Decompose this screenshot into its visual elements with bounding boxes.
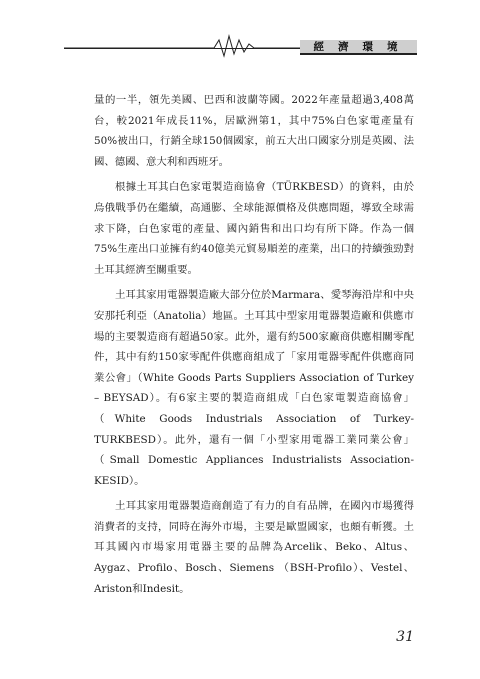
page-number: 31 — [396, 629, 414, 645]
paragraph: 土耳其家用電器製造商創造了有力的自有品牌，在國內市場獲得消費者的支持，同時在海外市場，主要是歐盟國家，也頗有斬獲。土耳其國內市場家用電器主要的品牌為Arcelik、Beko、Altus、Aygaz、Profilo、Bosch、Siemens （BSH-Profilo）、Vestel、Ariston和Indesit。 — [94, 500, 414, 595]
section-title: 經濟環境 — [300, 40, 417, 55]
paragraph: 根據土耳其白色家電製造商協會（TÜRKBESD）的資料，由於烏俄戰爭仍在繼續，高通膨、全球能源價格及供應問題，導致全球需求下降，白色家電的產量、國內銷售和出口均有所下降。作為一個75%生產出口並擁有約40億美元貿易順差的產業，出口的持續強勁對土耳其經濟至關重要。 — [94, 181, 414, 276]
paragraph: 土耳其家用電器製造廠大部分位於Marmara、愛琴海沿岸和中央安那托利亞（Anatolia）地區。土耳其中型家用電器製造廠和供應市場的主要製造商有超過50家。此外，還有約500家廠商供應相關零配件，其中有約150家零配件供應商組成了「家用電器零配件供應商同業公會」（White Goods Parts Suppliers Association of Turkey – BEYSAD）。有6家主要的製造商組成「白色家電製造商協會」（White Goods Industrials Association of Turkey- TURKBESD）。此外，還有一個「小型家用電器工業同業公會」（Small Domestic Appliances Industrialists Association-KESID）。 — [94, 289, 414, 487]
page-header — [0, 0, 480, 60]
paragraph: 量的一半，領先美國、巴西和波蘭等國。2022年產量超過3,408萬台，較2021年成長11%，居歐洲第1，其中75%白色家電產量有50%被出口，行銷全球150個國家，前五大出口國家分別是英國、法國、德國、意大利和西班牙。 — [94, 94, 414, 168]
article-body — [94, 90, 414, 599]
